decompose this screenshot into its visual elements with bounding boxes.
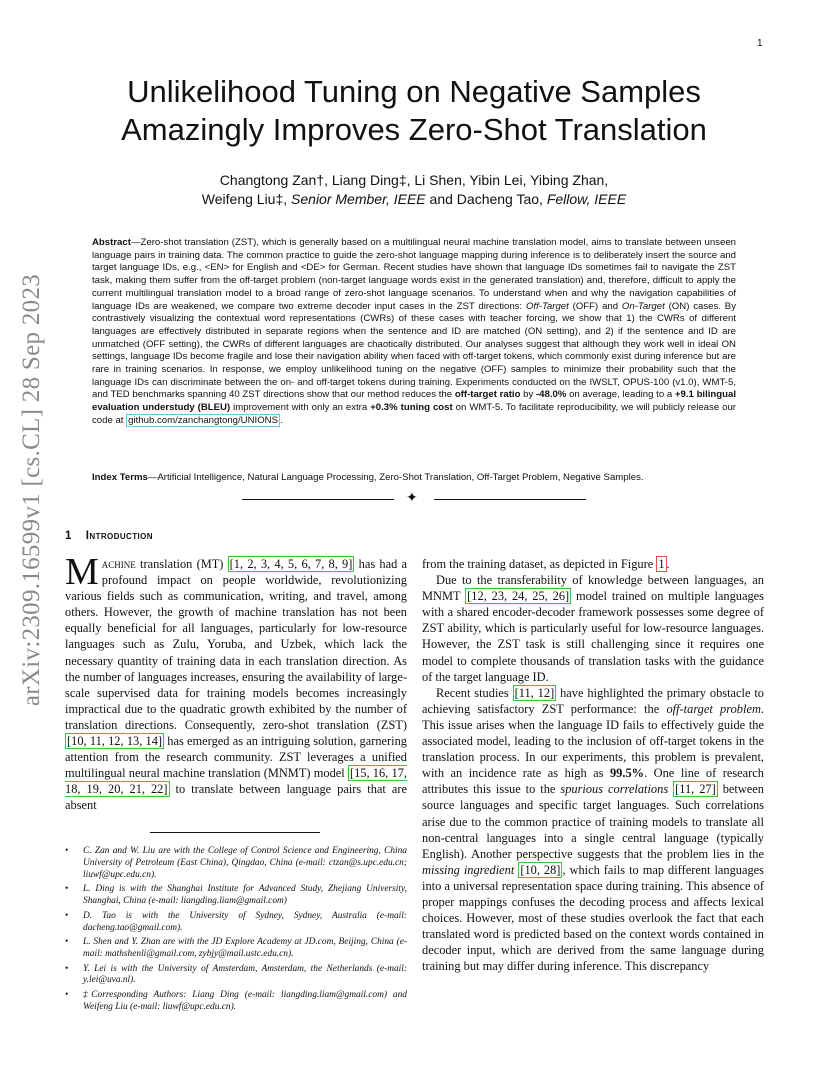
citation-link[interactable]: [11, 27] <box>675 782 716 797</box>
citation-link[interactable]: [10, 28] <box>520 862 561 877</box>
intro-paragraph-1: Machine translation (MT) [1, 2, 3, 4, 5, 6, 7, 8, 9] has had a profound impact on people worldwide, revolutionizing various fields such as communication, writing, and travel, among others. However, the growth of machine translation has not been equally beneficial for all languages, particularly for low-resource languages such as Zulu, Yoruba, and Uzbek, which lack the necessary quantity of training data in each translation direction. As the number of languages increases, ensuring the availability of large-scale supervised data for training models becomes increasingly impractical due to the quadratic growth exhibited by the number of translation directions. Consequently, zero-shot translation (ZST) [10, 11, 12, 13, 14] has emerged as an intriguing solution, garnering attention from the research community. ZST leverages a unified multilingual neural machine translation (MNMT) model [15, 16, 17, 18, 19, 20, 21, 22] to translate between language pairs that are absent <box>65 551 408 813</box>
divider-line-right <box>434 499 586 500</box>
intro-paragraph-4: Recent studies [11, 12] have highlighted the primary obstacle to achieving satisfactory ZST performance: the off-target problem. This issue arises when the language ID fails to effectively guide the associated model, leading to the inclusion of off-target tokens in the translation process. In our experiments, this problem is prevalent, with an incidence rate as high as 99.5%. One line of research attributes this issue to the spurious correlations [11, 27] between source languages and specific target languages. Such correlations arise due to the common practice of training models to translate all non-central languages into a single central language (typically English). Another perspective suggests that the problem lies in the missing ingredient [10, 28] , which fails to map different languages into a universal representation space during training. This absence of proper mappings confuses the decoding process and affects lexical choices. However, most of these studies overlook the fact that each translated word is predicted based on the context words contained in decoder input, which are derived from the same language during training but may differ during inference. This discrepancy <box>422 685 765 974</box>
intro-paragraph-2: from the training dataset, as depicted in Figure 1 . <box>422 557 670 571</box>
index-terms: Index Terms—Artificial Intelligence, Natural Language Processing, Zero-Shot Translation, Off-Target Problem, Negative Samples. <box>92 472 644 483</box>
title-line-1: Unlikelihood Tuning on Negative Samples <box>127 74 701 109</box>
citation-link[interactable]: [10, 11, 12, 13, 14] <box>67 734 163 749</box>
drop-cap: M <box>65 551 99 593</box>
citation-link[interactable]: [15, 16, 17, 18, 19, 20, 21, 22] <box>65 766 407 797</box>
intro-paragraph-3: Due to the transferability of knowledge between languages, an MNMT [12, 23, 24, 25, 26] model trained on multiple languages with a shared encoder-decoder framework possesses some degree of ZST ability, which is particularly useful for low-resource languages. However, the ZST task is still challenging since it requires one model to complete thousands of translation tasks with the guidance of the target language ID. <box>422 573 764 684</box>
abstract-label: Abstract <box>92 237 131 248</box>
diamond-star-icon: ✦ <box>406 490 418 506</box>
footnote-item: • Y. Lei is with the University of Amsterdam, Amsterdam, the Netherlands (e-mail: y.lei@uva.nl). <box>65 964 407 988</box>
citation-link[interactable]: [12, 23, 24, 25, 26] <box>467 589 570 604</box>
abstract: Abstract—Zero-shot translation (ZST), which is generally based on a multilingual neural machine translation model, aims to translate between unseen language pairs in training data. The common practice to guide the zero-shot language mapping during inference is to deliberately insert the source and target language IDs, e.g., <EN> for English and <DE> for German. Recent studies have shown that language IDs sometimes fail to navigate the ZST task, making them suffer from the off-target problem (non-target language words exist in the generated translation) and, therefore, difficult to apply the current multilingual translation model to a broad range of zero-shot language scenarios. To understand when and why the navigation capabilities of language IDs are weakened, we compare two extreme decoder input cases in the ZST directions: Off-Target (OFF) and On-Target (ON) cases. By contrastively visualizing the contextual word representations (CWRs) of these cases with teacher forcing, we show that 1) the CWRs of different languages are effectively distributed in separate regions when the sentence and ID are matched (ON setting), and 2) if the sentence and ID are unmatched (OFF setting), the CWRs of different languages are chaotically distributed. Our analyses suggest that although they work well in ideal ON settings, language IDs become fragile and lose their navigation ability when faced with off-target tokens, which commonly exist during inference but are rare in training scenarios. In response, we employ unlikelihood tuning on the negative (OFF) samples to minimize their probability such that the language IDs can discriminate between the on- and off-target tokens during training. Experiments conducted on the IWSLT, OPUS-100 (v1.0), WMT-5, and TED benchmarks spanning 40 ZST directions show that our method reduces the off-target ratio by -48.0% on average, leading to a +9.1 bilingual evaluation understudy (BLEU) improvement with only an extra +0.3% tuning cost on WMT-5. To facilitate reproducibility, we will publicly release our code at github.com/zanchangtong/UNIONS . <box>92 237 737 426</box>
arxiv-identifier[interactable]: arXiv:2309.16599v1 [cs.CL] 28 Sep 2023 <box>18 273 46 707</box>
author-role: Fellow, IEEE <box>546 191 627 207</box>
paper-title <box>80 73 748 149</box>
section-title: Introduction <box>85 530 153 542</box>
arxiv-watermark <box>12 273 52 707</box>
index-terms-label: Index Terms <box>92 472 148 483</box>
footnote-item: • D. Tao is with the University of Sydney, Sydney, Australia (e-mail: dacheng.tao@gmail.com). <box>65 911 407 935</box>
code-repository-link[interactable]: github.com/zanchangtong/UNIONS <box>128 414 278 426</box>
authors-line-2: Weifeng Liu‡, Senior Member, IEEE and Dacheng Tao, Fellow, IEEE <box>201 191 627 207</box>
section-divider <box>242 492 586 506</box>
footnote-item: • L. Shen and Y. Zhan are with the JD Explore Academy at JD.com, Beijing, China (e-mail: mathshenli@gmail.com, zybjy@mail.ustc.edu.cn). <box>65 937 407 961</box>
footnote-item: • ‡Corresponding Authors: Liang Ding (e-mail: liangding.liam@gmail.com) and Weifeng Liu (e-mail: liuwf@upc.edu.cn). <box>65 990 407 1014</box>
author-list <box>80 171 748 209</box>
section-number: 1 <box>65 530 72 542</box>
affiliation-footnotes <box>65 846 407 1016</box>
title-line-2: Amazingly Improves Zero-Shot Translation <box>121 112 707 147</box>
authors-line-1: Changtong Zan†, Liang Ding‡, Li Shen, Yibin Lei, Yibing Zhan, <box>219 172 609 188</box>
citation-link[interactable]: [1, 2, 3, 4, 5, 6, 7, 8, 9] <box>229 557 353 571</box>
footnote-item: • C. Zan and W. Liu are with the College of Control Science and Engineering, China University of Petroleum (East China), Qingdao, China (e-mail: ctzan@s.upc.edu.cn; liuwf@upc.edu.cn). <box>65 846 407 882</box>
divider-line-left <box>242 499 394 500</box>
figure-reference-link[interactable]: 1 <box>658 557 665 571</box>
footnote-rule <box>150 832 320 833</box>
page-number: 1 <box>757 38 763 49</box>
section-heading <box>65 530 153 542</box>
footnote-item: • L. Ding is with the Shanghai Institute for Advanced Study, Zhejiang University, Shanghai, China (e-mail: liangding.liam@gmail.com) <box>65 884 407 908</box>
right-column <box>422 556 764 974</box>
citation-link[interactable]: [11, 12] <box>514 685 555 700</box>
author-role: Senior Member, IEEE <box>291 191 426 207</box>
left-column <box>65 551 408 814</box>
